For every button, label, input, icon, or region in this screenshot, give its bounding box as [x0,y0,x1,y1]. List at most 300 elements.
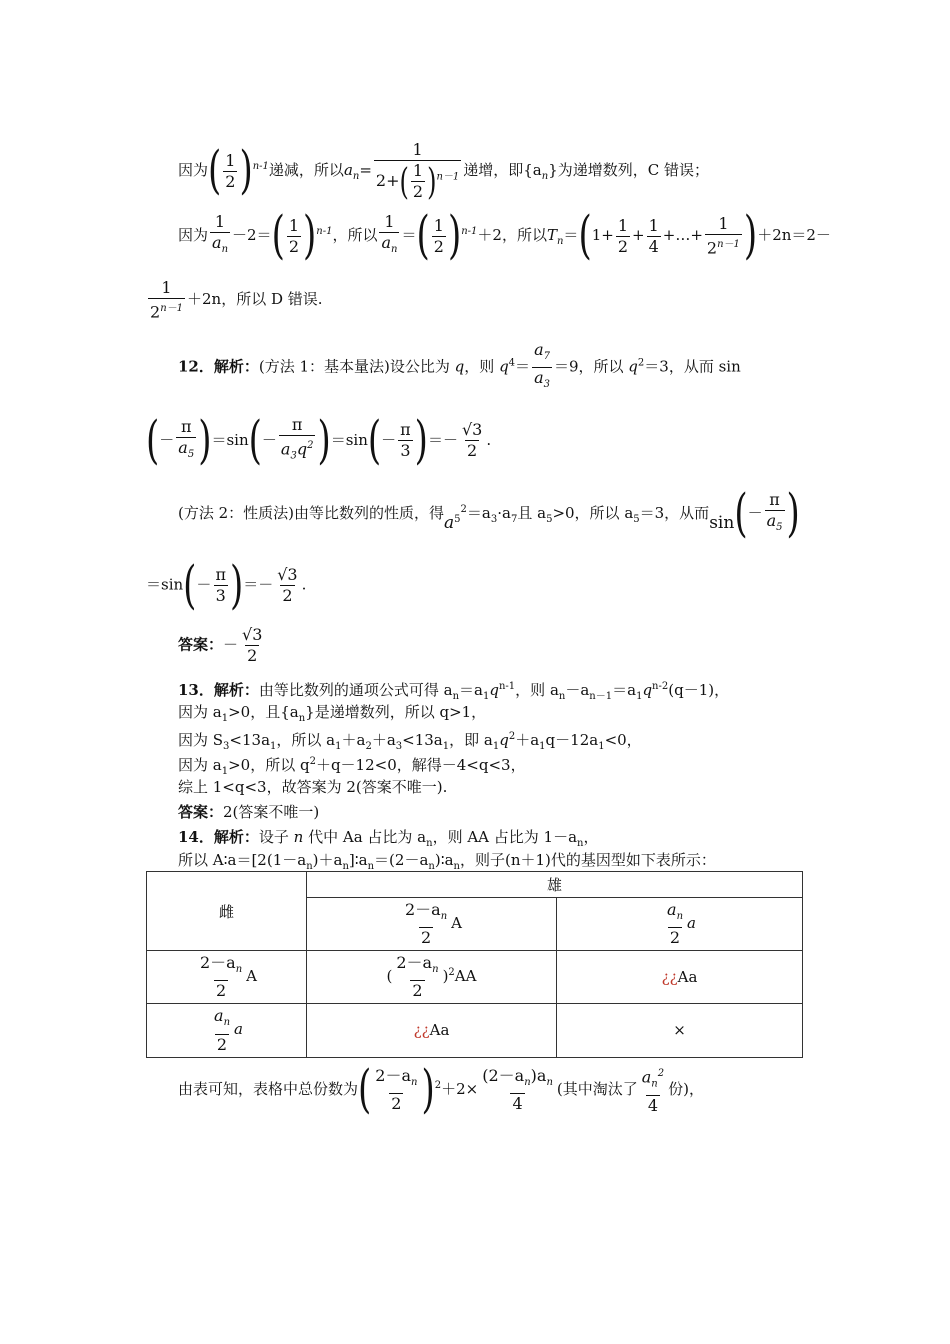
den: 2 [247,646,258,665]
num [373,1066,419,1093]
text: = [359,161,372,179]
text: ＋a [371,731,396,749]
paren: ( [578,206,592,267]
den: 3 [215,586,226,605]
sub: 1 [492,741,500,752]
text: + [632,226,645,245]
text: ＝3，从而 [639,504,710,523]
fraction [198,953,244,1001]
text: 因为 S [178,731,224,749]
text: ]∶a [348,851,368,869]
text: 且 a [517,504,547,523]
var: q [499,357,509,376]
text: ＝ [515,357,531,376]
text: (方法 2：性质法)由等比数列的性质，得 [178,504,445,523]
sub: n [428,861,435,872]
den [765,510,785,538]
var: a [178,437,188,457]
sub: n [541,171,549,182]
fraction [403,900,449,948]
sub: 1 [442,741,450,752]
table-row [147,1004,803,1057]
exp: n-1 [498,681,516,692]
line-7 [146,555,307,616]
line-5 [146,410,492,471]
num [665,900,685,927]
sub: n [524,1076,531,1088]
text: ＋2n，所以 D 错误. [187,290,323,309]
line-17 [178,1059,704,1120]
text: <0， [604,731,642,749]
sub: 1 [483,691,490,702]
text: ，所以 a [276,731,336,749]
paren: ) [421,1059,435,1120]
text: 1+ [591,226,614,245]
text: 2 [150,302,161,322]
table-row [147,951,803,1004]
num: 1 [617,215,629,235]
label: 13．解析： [178,681,259,699]
den [279,435,316,467]
paren: ( [248,410,262,471]
text: 因为 [178,226,209,245]
text: 2－a [396,953,433,973]
sub: 7 [543,351,550,363]
paren: ( [367,410,382,471]
text: ＝a [466,504,491,523]
text: ·a [497,504,511,523]
sub: 3 [395,741,403,752]
den: 2 [420,928,432,948]
fraction [432,216,446,257]
text: － [196,575,212,594]
num: π [180,416,192,436]
den: 2 [433,236,444,256]
table-row-header [147,951,307,1004]
den: 2 [215,981,227,1001]
den: 4 [512,1093,523,1113]
fraction [379,212,399,260]
num: 1 [433,215,444,235]
text: (其中淘汰了 [556,1079,638,1098]
text: ＋2n＝2－ [757,226,831,245]
fraction [373,1066,419,1114]
num [198,953,244,980]
line-6 [178,484,800,545]
text: ＝a [459,681,483,699]
den [374,160,461,202]
var: a [534,368,544,388]
fraction [210,212,230,260]
text: ，即 a [449,731,493,749]
text: ＝(2－a [374,851,429,869]
text: <13a [402,731,443,749]
fraction [411,161,425,202]
text: }为递增数列，C 错误； [548,161,710,179]
sub: n－1 [589,691,613,702]
exp: 2 [307,440,314,451]
exp: 2 [460,504,467,516]
text: 2－a [404,900,441,919]
num [394,953,440,980]
sub: n [577,838,584,849]
sub: 1 [270,741,277,752]
text: ，则 AA 占比为 1－a [432,828,578,846]
fraction [275,565,299,606]
sub: 5 [776,522,783,534]
num: √3 [461,420,483,440]
var: q [296,439,308,459]
sub: 5 [546,514,553,526]
num [403,900,449,927]
paren: ) [743,206,758,267]
sub: 3 [290,450,297,462]
text: a [687,914,696,933]
line-4 [178,340,741,395]
text: ＝sin [211,430,249,449]
exp: n－1 [436,171,460,183]
fraction [279,415,316,467]
exp: 2 [508,731,516,742]
text: 综上 1<q<3，故答案为 2(答案不唯一). [178,778,448,796]
sub: 5 [187,448,195,460]
var: a [641,1067,652,1087]
var: a [280,439,291,459]
num: 1 [288,215,300,235]
text: 2－a [375,1065,412,1085]
text: a [667,900,677,919]
num: 1 [225,150,236,170]
num: 1 [161,278,172,297]
var: a [381,233,392,252]
num: π [400,420,411,440]
text: ，所以 [332,226,378,245]
text: a [214,1006,224,1026]
text: Aa [677,968,698,987]
sub: n [453,861,460,872]
text: 份)， [668,1079,704,1098]
fraction [480,1066,555,1114]
sub: n [223,1017,231,1029]
den: 2 [282,586,293,605]
fraction [148,278,185,322]
num: π [769,490,780,509]
table-corner: 雌 [147,872,307,951]
num [212,1006,232,1033]
fraction [212,1006,232,1054]
text: ＋q－12<0，解得－4<q<3， [315,756,526,774]
sub: 3 [490,514,498,526]
sub: n [221,244,229,256]
text: － [381,430,397,449]
den: 2 [412,981,423,1001]
text: ＝－ [243,575,274,594]
sub: n [556,236,564,248]
sub: 1 [335,741,342,752]
text: )a [530,1065,547,1085]
fraction [532,340,552,395]
text: }是递增数列，所以 q>1， [305,703,487,721]
paren: ( [208,141,222,201]
text: －2＝ [232,226,272,245]
text: 递减，所以 [268,161,344,179]
sub: 3 [223,741,230,752]
text: >0，且{a [228,703,299,721]
table-cell [557,951,803,1004]
text: A [246,967,258,986]
sub: 1 [221,766,229,777]
den: 4 [648,236,659,256]
text: ＝sin [146,575,184,594]
sub: n [440,911,448,923]
exp: 2 [434,1079,442,1091]
var: q [454,357,465,376]
exp: 2 [309,756,316,767]
text: 代中 Aa 占比为 a [303,828,427,846]
line-8 [178,625,266,666]
text: 2(答案不唯一) [223,803,320,821]
num: √3 [242,625,263,644]
text: sin [709,513,735,534]
fraction [640,1064,666,1116]
sub: n [306,861,313,872]
table-row-header [147,1004,307,1057]
fraction [616,216,630,257]
text: ， [583,828,599,846]
num: 1 [412,161,424,180]
text: ＝a [612,681,637,699]
sub: n [426,838,433,849]
exp: 2 [637,357,645,369]
num: √3 [277,565,298,584]
text: ＝ [401,226,417,245]
fraction [705,214,742,258]
num: 1 [214,212,226,231]
var: a [343,161,353,179]
sub: n [367,861,375,872]
fraction [765,490,785,538]
label: 12．解析： [178,357,259,376]
exp: n－1 [717,238,740,250]
text: ＝3，从而 sin [644,357,741,376]
table-cell [307,951,557,1004]
text: 递增，即{a [463,161,542,179]
line-1 [178,140,709,202]
text: 因为 [178,161,209,179]
sub: 3 [543,379,550,391]
paren: ) [414,410,428,471]
sub: 5 [454,514,461,526]
paren: ) [786,484,800,545]
genotype-table [146,871,803,1058]
exp: n-1 [252,161,269,172]
sub: n [651,1078,658,1090]
exp: n-1 [461,226,478,238]
text: 因为 a [178,756,222,774]
text: ＋2，所以 [477,226,547,245]
paren: ( [734,484,748,545]
var: n [293,828,304,846]
fraction [213,565,228,606]
text: (2－a [482,1065,525,1085]
text: ，则 a [515,681,559,699]
paren: ( [183,555,197,616]
sub: 2 [365,741,372,752]
text: >0，所以 q [228,756,310,774]
text: ，则子(n＋1)代的基因型如下表所示： [460,851,716,869]
sub: n [235,964,243,976]
var: a [444,513,455,534]
var: q [489,681,499,699]
text: a [234,1020,243,1039]
den: 2 [288,236,300,256]
sub: n [352,171,360,182]
var: a [212,233,222,252]
num [640,1064,666,1095]
exp: 2 [448,967,455,979]
text: >0，所以 a [552,504,634,523]
sub: 5 [633,514,640,526]
text: ＝ [563,226,579,245]
paren: ( [399,160,409,203]
sub: n [676,911,684,923]
line-3 [146,278,323,322]
text: ¿¿ [661,968,678,987]
sub: n [546,1076,553,1088]
text: 由表可知，表格中总份数为 [178,1079,359,1098]
den: 2 [467,441,478,461]
den: 2 [669,928,681,948]
paren: ( [146,410,160,471]
fraction [223,151,237,192]
fraction [287,216,301,257]
text: 2+ [375,171,400,190]
sub: n [342,861,349,872]
text: ＋2× [441,1079,479,1098]
fraction [398,420,413,461]
sub: n [452,691,460,702]
den: 2 [617,236,629,256]
text: AA [454,967,477,986]
exp: n-1 [316,226,333,238]
num: 1 [718,213,729,233]
text: ＝－ [427,430,458,449]
text: －a [565,681,590,699]
num: 1 [648,215,659,235]
text: 2 [706,238,718,258]
table-col-header [307,898,557,951]
den: 3 [400,441,411,461]
num: 1 [412,140,423,159]
exp: 2 [657,1068,665,1079]
fraction [647,216,661,257]
sub: 1 [221,713,229,724]
num [532,340,552,367]
paren: ( [358,1059,372,1120]
den [148,298,185,322]
fraction [374,140,461,202]
den [705,234,742,258]
text: . [486,430,492,449]
text: － [159,430,175,449]
table-col-header [557,898,803,951]
text: . [301,575,307,594]
text: ) [442,967,449,986]
text: 2－a [199,953,236,973]
num: 1 [384,212,395,231]
exp: 4 [508,357,516,369]
line-13 [178,776,447,798]
sub: 1 [539,741,546,752]
var: q [642,681,653,699]
text: 所以 A∶a＝[2(1－a [178,851,307,869]
paren: ) [447,206,462,267]
line-2 [178,206,831,267]
text: q－12a [545,731,599,749]
text: 设子 [258,828,294,846]
text: － [223,635,239,654]
den [210,232,230,260]
den [379,232,399,260]
text: )∶a [434,851,454,869]
text: ＋a [515,731,540,749]
text: )＋a [312,851,343,869]
num: π [291,415,303,434]
paren: ) [427,160,437,203]
sub: n [391,244,398,256]
exp: n-2 [652,681,669,692]
fraction [665,900,685,948]
label: 答案： [178,635,224,654]
text: A [451,914,463,933]
label: 14．解析： [178,828,259,846]
paren: ( [416,206,430,267]
var: T [546,226,557,245]
paren: ) [198,410,212,471]
den: 4 [647,1095,659,1115]
fraction [394,953,440,1001]
den [176,437,196,465]
paren: ( [271,206,285,267]
var: a [534,340,544,359]
text: － [747,504,763,523]
den: 2 [412,182,424,201]
text: 因为 a [178,703,222,721]
var: a [766,511,777,530]
den: 2 [216,1034,228,1054]
sub: n [558,691,566,702]
table-header: 雄 [307,872,803,898]
den: 2 [225,171,236,191]
den [532,367,552,395]
fraction [460,420,484,461]
sub: n [432,964,439,976]
line-14 [178,801,319,823]
text: <13a [229,731,271,749]
paren: ) [303,206,317,267]
sub: n [411,1076,418,1088]
fraction [176,417,196,465]
text: (q－1)， [668,681,730,699]
text: ，则 [464,357,500,376]
sub: n [298,713,306,724]
text: － [261,430,277,449]
text: ¿¿ [413,1021,430,1040]
sub: 1 [598,741,605,752]
text: ＝sin [330,430,368,449]
var: q [499,731,509,749]
text: (方法 1：基本量法)设公比为 [258,357,455,376]
